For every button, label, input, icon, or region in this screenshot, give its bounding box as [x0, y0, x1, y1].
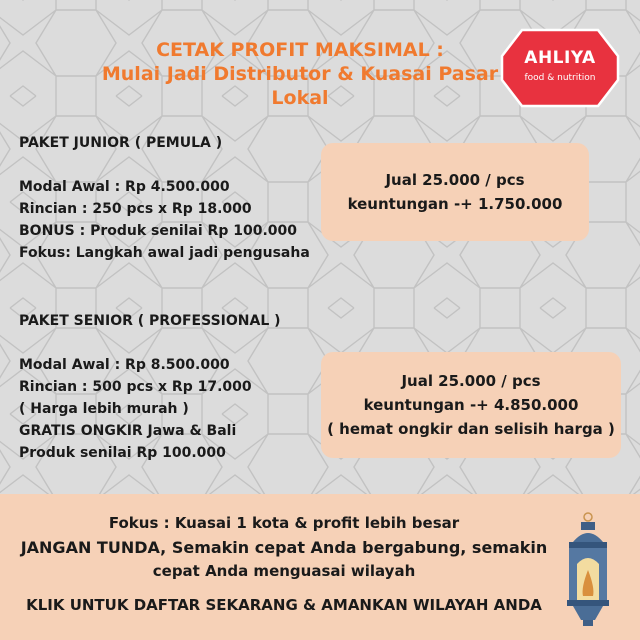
footer-urgency-line1: JANGAN TUNDA, Semakin cepat Anda bergabung, semakin: [20, 538, 548, 557]
headline-line2: Mulai Jadi Distributor & Kuasai Pasar Lokal: [101, 63, 499, 109]
junior-offer-box: [321, 143, 589, 241]
senior-note: ( hemat ongkir dan selisih harga ): [327, 420, 615, 438]
package-senior-line: Produk senilai Rp 100.000: [19, 445, 226, 461]
package-junior-line: Rincian : 250 pcs x Rp 18.000: [19, 201, 252, 217]
logo-brand: AHLIYA: [524, 48, 596, 68]
footer-focus: Fokus : Kuasai 1 kota & profit lebih besar: [108, 514, 460, 532]
package-senior-line: GRATIS ONGKIR Jawa & Bali: [19, 423, 237, 439]
logo-tagline: food & nutrition: [524, 73, 596, 83]
lantern-icon: [563, 512, 613, 630]
footer-urgency-line2: cepat Anda menguasai wilayah: [152, 562, 416, 580]
package-senior-line: Modal Awal : Rp 8.500.000: [19, 357, 230, 373]
package-senior: [19, 310, 281, 464]
senior-profit: keuntungan -+ 4.850.000: [363, 396, 579, 414]
package-junior: [19, 132, 310, 264]
cta-register-link[interactable]: KLIK UNTUK DAFTAR SEKARANG & AMANKAN WILAYAH ANDA: [26, 596, 542, 614]
package-junior-line: Modal Awal : Rp 4.500.000: [19, 179, 230, 195]
senior-price: Jual 25.000 / pcs: [401, 372, 541, 390]
package-junior-line: Fokus: Langkah awal jadi pengusaha: [19, 245, 310, 261]
headline-line1: CETAK PROFIT MAKSIMAL :: [156, 39, 444, 61]
package-senior-line: Rincian : 500 pcs x Rp 17.000: [19, 379, 252, 395]
package-junior-title: PAKET JUNIOR ( PEMULA ): [19, 135, 223, 151]
package-senior-line: ( Harga lebih murah ): [19, 401, 189, 417]
junior-profit: keuntungan -+ 1.750.000: [347, 195, 563, 213]
footer-banner: [0, 494, 640, 640]
ahliya-logo: [500, 28, 620, 108]
package-junior-line: BONUS : Produk senilai Rp 100.000: [19, 223, 297, 239]
headline: [90, 38, 510, 110]
junior-price: Jual 25.000 / pcs: [385, 171, 525, 189]
logo-badge-icon: [500, 28, 620, 108]
senior-offer-box: [321, 352, 621, 458]
package-senior-title: PAKET SENIOR ( PROFESSIONAL ): [19, 313, 281, 329]
